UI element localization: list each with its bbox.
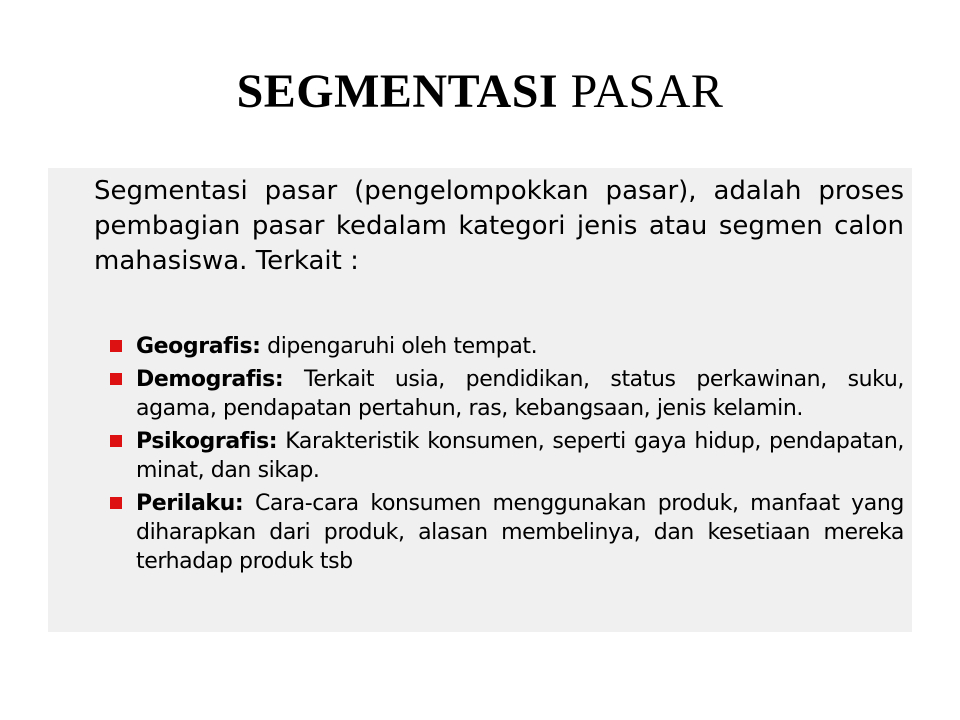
bullet-term: Perilaku: — [136, 491, 244, 516]
bullet-item-geografis — [110, 332, 904, 361]
intro-paragraph: Segmentasi pasar (pengelompokkan pasar), adalah proses pembagian pasar kedalam kategori jenis atau segmen calon mahasiswa. Terkait : — [94, 176, 904, 276]
bullet-list — [110, 332, 904, 580]
bullet-item-perilaku — [110, 489, 904, 576]
bullet-item-demografis — [110, 365, 904, 423]
bullet-text: Karakteristik konsumen, seperti gaya hidup, pendapatan, minat, dan sikap. — [136, 429, 904, 483]
bullet-item-psikografis — [110, 427, 904, 485]
square-bullet-icon — [110, 435, 122, 447]
bullet-text: Terkait usia, pendidikan, status perkawinan, suku, agama, pendapatan pertahun, ras, kebangsaan, jenis kelamin. — [136, 367, 904, 421]
slide-title — [0, 62, 960, 122]
square-bullet-icon — [110, 373, 122, 385]
bullet-text: Cara-cara konsumen menggunakan produk, manfaat yang diharapkan dari produk, alasan membelinya, dan kesetiaan mereka terhadap produk tsb — [136, 491, 904, 574]
content-box — [48, 168, 912, 632]
slide-title-bold: SEGMENTASI — [236, 65, 559, 118]
square-bullet-icon — [110, 497, 122, 509]
square-bullet-icon — [110, 340, 122, 352]
bullet-term: Psikografis: — [136, 429, 278, 454]
bullet-term: Demografis: — [136, 367, 284, 392]
bullet-term: Geografis: — [136, 334, 261, 359]
slide-title-normal: PASAR — [558, 65, 724, 118]
bullet-text: dipengaruhi oleh tempat. — [260, 334, 538, 359]
